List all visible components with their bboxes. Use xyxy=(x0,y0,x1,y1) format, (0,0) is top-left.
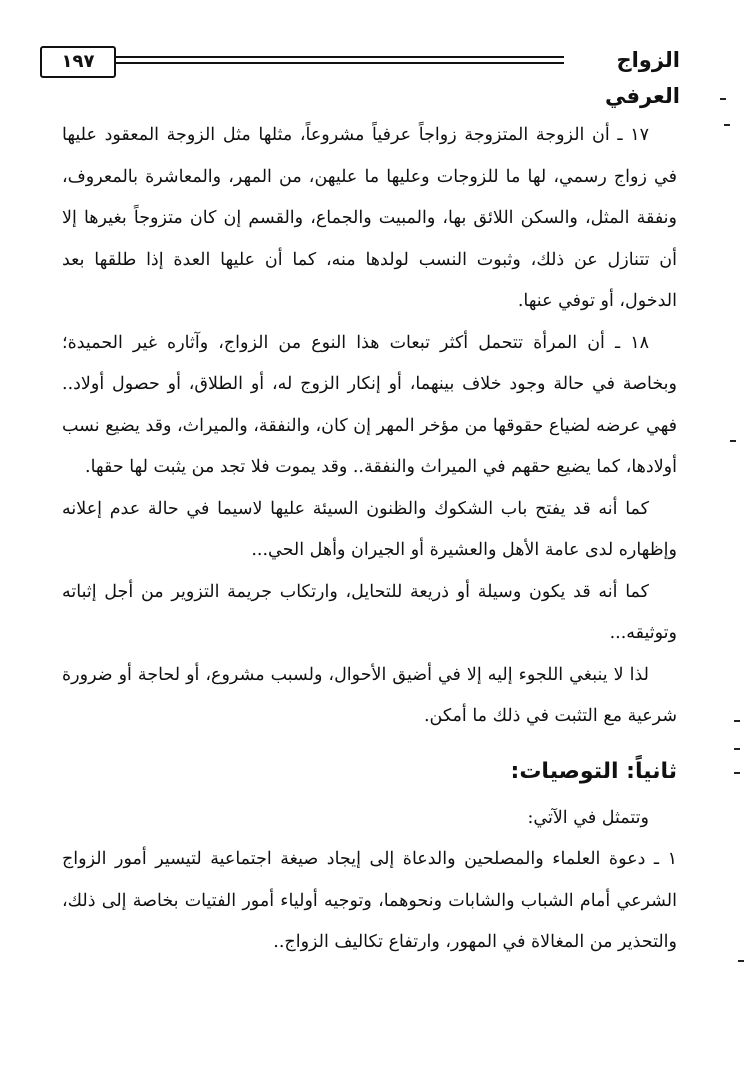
scan-speck xyxy=(720,98,726,100)
running-title: الزواج العرفي xyxy=(605,48,680,108)
scan-speck xyxy=(738,960,744,962)
header-rule xyxy=(116,56,564,58)
paragraph-forgery: كما أنه قد يكون وسيلة أو ذريعة للتحايل، وارتكاب جريمة التزوير من أجل إثباته وتوثيقه... xyxy=(62,581,677,643)
paragraph-18: ١٨ ـ أن المرأة تتحمل أكثر تبعات هذا النوع من الزواج، وآثاره غير الحميدة؛ وبخاصة في حالة وجود خلاف بينهما، أو إنكار الزوج له، أو الطلاق، أو حصول أولاد.. فهي عرضه لضياع حقوقها من مؤخر المهر إن كان، والنفقة، والميراث، وقد يضيع نسب أولادها، كما يضيع حقهم في الميراث والنفقة.. وقد يموت فلا تجد من يثبت لها حقها. xyxy=(62,332,677,477)
page-body xyxy=(62,115,677,964)
scan-speck xyxy=(734,748,740,750)
section-intro: وتتمثل في الآتي: xyxy=(527,807,649,828)
paragraph-17: ١٧ ـ أن الزوجة المتزوجة زواجاً عرفياً مشروعاً، مثلها مثل الزوجة المعقود عليها في زواج رسمي، لها ما للزوجات وعليها ما عليهن، من المهر، والمعاشرة بالمعروف، ونفقة المثل، والسكن اللائق بها، والمبيت والجماع، والقسم إن كان متزوجاً بغيرها إلا أن تتنازل عن ذلك، وثبوت النسب لولدها منه، كما أن عليها العدة إذا طلقها بعد الدخول، أو توفي عنها. xyxy=(62,125,677,311)
header-rule-double xyxy=(116,62,564,64)
scan-speck xyxy=(734,720,740,722)
page-header xyxy=(40,42,680,108)
scan-speck xyxy=(734,772,740,774)
scan-speck xyxy=(730,440,736,442)
section-heading: ثانياً: التوصيات: xyxy=(510,758,677,784)
paragraph-suspicion: كما أنه قد يفتح باب الشكوك والظنون السيئة عليها لاسيما في حالة عدم إعلانه وإظهاره لدى عامة الأهل والعشيرة أو الجيران وأهل الحي... xyxy=(62,498,677,560)
paragraph-conclusion: لذا لا ينبغي اللجوء إليه إلا في أضيق الأحوال، ولسبب مشروع، أو لحاجة أو ضرورة شرعية مع التثبت في ذلك ما أمكن. xyxy=(62,664,677,726)
recommendation-1: ١ ـ دعوة العلماء والمصلحين والدعاة إلى إيجاد صيغة اجتماعية لتيسير أمور الزواج الشرعي أمام الشباب والشابات ونحوهما، وتوجيه أولياء أمور الفتيات بخاصة إلى ذلك، والتحذير من المغالاة في المهور، وارتفاع تكاليف الزواج.. xyxy=(62,849,677,952)
page-number: ١٩٧ xyxy=(40,46,116,78)
scan-speck xyxy=(724,124,730,126)
